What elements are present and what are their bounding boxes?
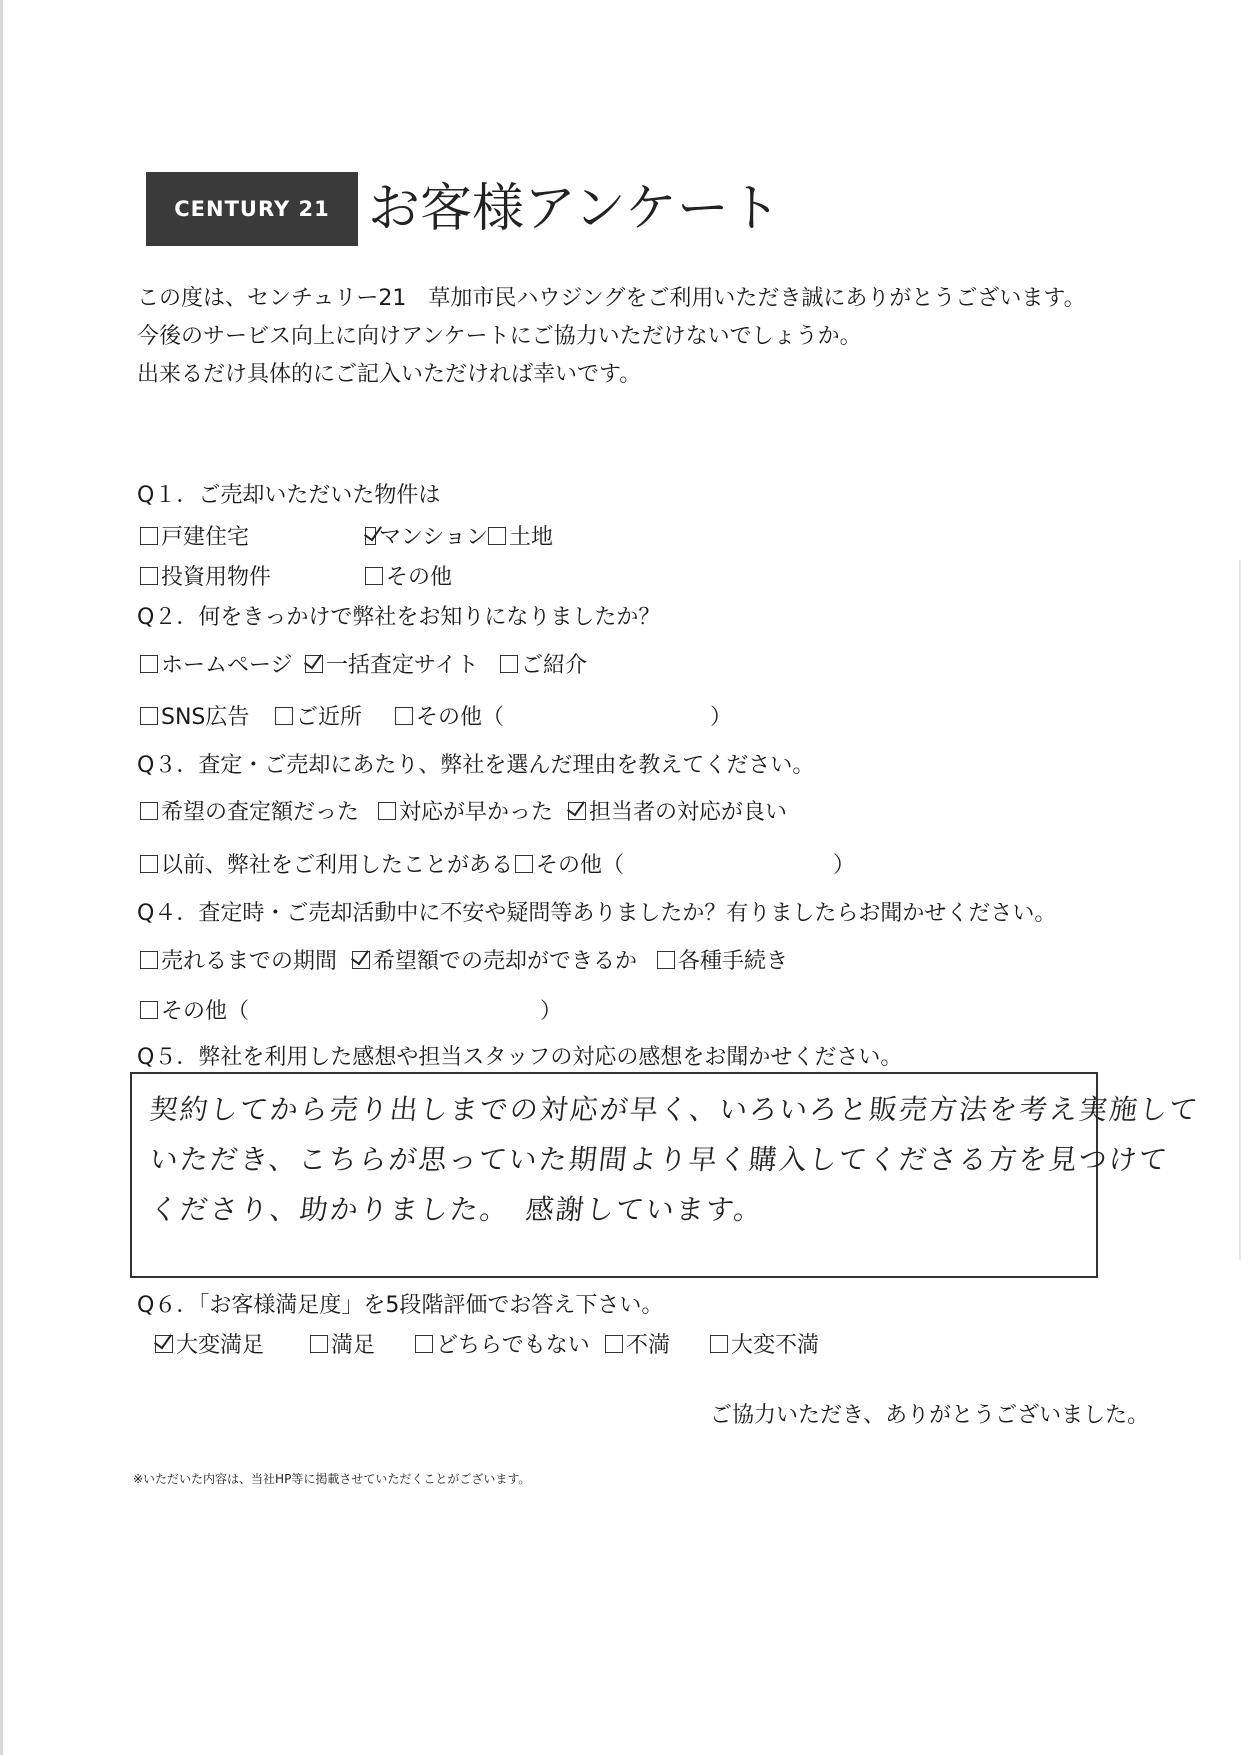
q2-option[interactable]: 一括査定サイト xyxy=(305,648,500,679)
question-6: Q６．「お客様満足度」を5段階評価でお答え下さい。 xyxy=(137,1293,664,1318)
question-5: Q５．弊社を利用した感想や担当スタッフの対応の感想をお聞かせください。 xyxy=(137,1045,903,1070)
rating-option[interactable]: 満足 xyxy=(310,1328,415,1359)
rating-option[interactable]: 不満 xyxy=(605,1328,710,1359)
checkbox[interactable] xyxy=(140,655,158,673)
other-close-paren: ） xyxy=(833,853,856,878)
checkbox-checked[interactable] xyxy=(365,527,376,545)
intro-line: 出来るだけ具体的にご記入いただければ幸いです。 xyxy=(137,362,642,387)
footnote: ※いただいた内容は、当社HP等に掲載させていただくことがございます。 xyxy=(133,1472,531,1486)
handwritten-answer-line: いただき、こちらが思っていた期間より早く購入してくださる方を見つけて xyxy=(148,1143,1171,1176)
q1-option[interactable]: その他 xyxy=(365,560,452,591)
q2-option[interactable]: ホームページ xyxy=(140,648,305,679)
q1-option[interactable]: マンション xyxy=(365,520,488,551)
checkbox[interactable] xyxy=(275,707,293,725)
q3-options-row-2 xyxy=(140,848,855,879)
checkbox[interactable] xyxy=(488,527,506,545)
question-3: Q３．査定・ご売却にあたり、弊社を選んだ理由を教えてください。 xyxy=(137,753,815,778)
q4-option[interactable]: 売れるまでの期間 xyxy=(140,944,352,975)
checkbox[interactable] xyxy=(500,655,518,673)
q4-option-other[interactable]: その他（ xyxy=(140,994,540,1025)
handwritten-answer-line: 契約してから売り出しまでの対応が早く、いろいろと販売方法を考え実施して xyxy=(148,1093,1202,1126)
q3-option[interactable]: 対応が早かった xyxy=(378,795,568,826)
q6-rating-options xyxy=(155,1328,819,1359)
closing-message: ご協力いただき、ありがとうございました。 xyxy=(710,1403,1150,1428)
checkbox[interactable] xyxy=(140,855,158,873)
intro-line: この度は、センチュリー21 草加市民ハウジングをご利用いただき誠にありがとうございます。 xyxy=(137,286,1086,311)
checkbox[interactable] xyxy=(415,1335,433,1353)
other-close-paren: ） xyxy=(710,705,733,730)
rating-option[interactable]: どちらでもない xyxy=(415,1328,605,1359)
q2-options-row-2 xyxy=(140,700,732,731)
checkbox[interactable] xyxy=(140,567,158,585)
checkbox[interactable] xyxy=(657,951,675,969)
q4-options-row-2 xyxy=(140,994,562,1025)
checkbox[interactable] xyxy=(140,1001,158,1019)
q1-options-row-1 xyxy=(140,520,553,551)
checkbox[interactable] xyxy=(378,802,396,820)
handwritten-answer-line: くださり、助かりました。 感謝しています。 xyxy=(148,1193,766,1226)
q2-option-other[interactable]: その他（ xyxy=(395,700,710,731)
q1-option[interactable]: 戸建住宅 xyxy=(140,520,365,551)
checkbox[interactable] xyxy=(365,567,383,585)
rating-option[interactable]: 大変満足 xyxy=(155,1328,310,1359)
q1-options-row-2 xyxy=(140,560,452,591)
checkbox[interactable] xyxy=(395,707,413,725)
q3-option[interactable]: 担当者の対応が良い xyxy=(568,795,787,826)
intro-text xyxy=(137,280,1086,394)
q2-option[interactable]: ご近所 xyxy=(275,700,395,731)
q4-option[interactable]: 各種手続き xyxy=(657,944,788,975)
logo-text: CENTURY 21 xyxy=(174,197,330,221)
q3-option[interactable]: 以前、弊社をご利用したことがある xyxy=(140,848,515,879)
q3-option[interactable]: 希望の査定額だった xyxy=(140,795,378,826)
checkbox-checked[interactable] xyxy=(352,951,370,969)
question-1: Q１．ご売却いただいた物件は xyxy=(137,483,441,508)
q4-option[interactable]: 希望額での売却ができるか xyxy=(352,944,657,975)
q2-options-row-1 xyxy=(140,648,587,679)
checkbox[interactable] xyxy=(310,1335,328,1353)
q2-option[interactable]: ご紹介 xyxy=(500,648,587,679)
checkbox[interactable] xyxy=(605,1335,623,1353)
q3-options-row-1 xyxy=(140,795,787,826)
century21-logo xyxy=(146,172,358,246)
rating-option[interactable]: 大変不満 xyxy=(710,1328,819,1359)
checkbox[interactable] xyxy=(140,802,158,820)
question-2: Q２．何をきっかけで弊社をお知りになりましたか？ xyxy=(137,605,661,630)
q4-options-row-1 xyxy=(140,944,788,975)
q2-option[interactable]: SNS広告 xyxy=(140,700,275,731)
checkbox[interactable] xyxy=(710,1335,728,1353)
q1-option[interactable]: 土地 xyxy=(488,520,553,551)
q1-option[interactable]: 投資用物件 xyxy=(140,560,365,591)
page-title: お客様アンケート xyxy=(368,179,781,239)
checkbox[interactable] xyxy=(140,707,158,725)
checkbox-checked[interactable] xyxy=(568,802,586,820)
question-4: Q４．査定時・ご売却活動中に不安や疑問等ありましたか？有りましたらお聞かせください。 xyxy=(137,901,1057,926)
other-close-paren: ） xyxy=(540,999,563,1024)
checkbox[interactable] xyxy=(515,855,533,873)
checkbox[interactable] xyxy=(140,527,158,545)
checkbox-checked[interactable] xyxy=(305,655,323,673)
checkbox[interactable] xyxy=(140,951,158,969)
checkbox-checked[interactable] xyxy=(155,1335,173,1353)
q3-option-other[interactable]: その他（ xyxy=(515,848,833,879)
intro-line: 今後のサービス向上に向けアンケートにご協力いただけないでしょうか。 xyxy=(137,324,862,349)
scan-edge xyxy=(0,0,3,1755)
